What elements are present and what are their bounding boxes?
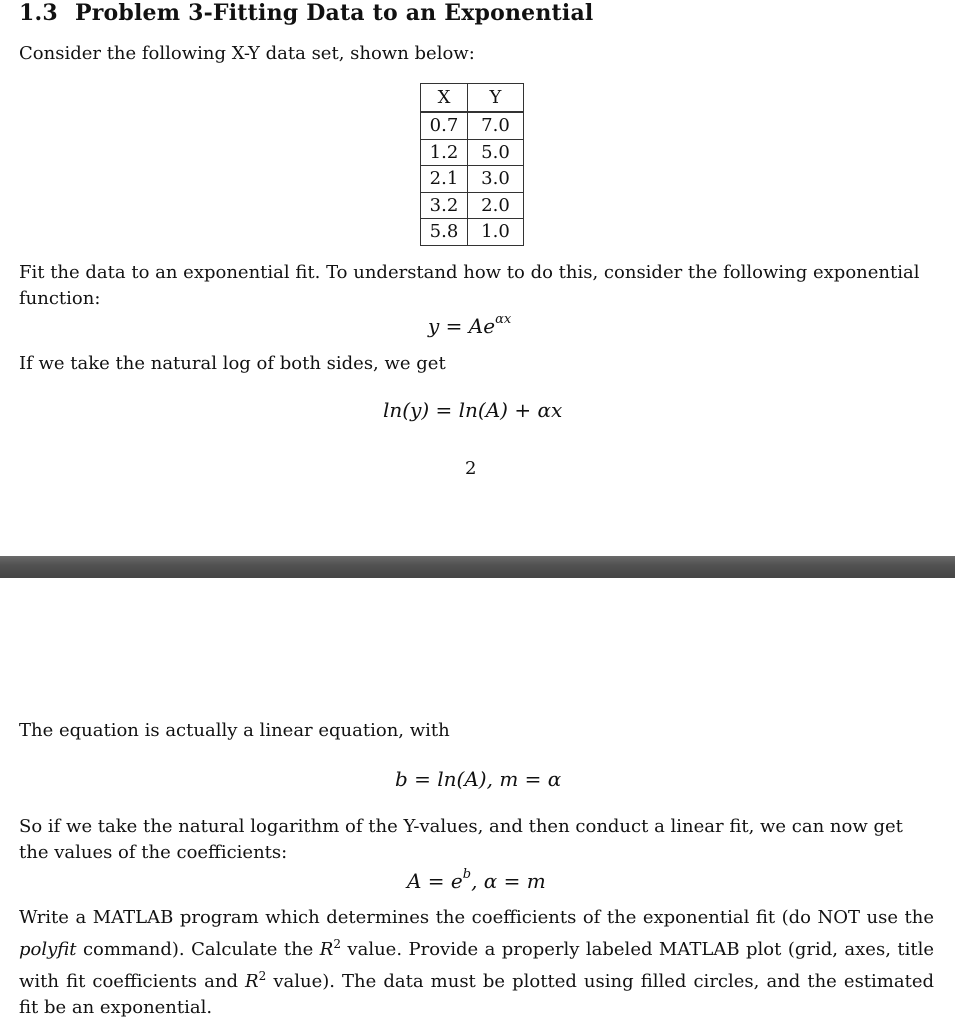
log-equation (383, 398, 562, 422)
equation-base: Ae (468, 314, 496, 338)
table-cell-y: 5.0 (468, 139, 524, 166)
task-paragraph (19, 905, 934, 1021)
table-cell-x: 2.1 (421, 166, 468, 193)
table-row (421, 139, 524, 166)
linear-equation-text: b = ln(A), m = α (395, 767, 562, 791)
table-cell-y: 2.0 (468, 192, 524, 219)
task-text-4: value). The data must be plotted using filled circles, and the estimated fit be an exponential. (19, 971, 934, 1018)
table-row (421, 112, 524, 139)
log-paragraph: If we take the natural log of both sides, we get (19, 353, 446, 374)
table-cell-x: 1.2 (421, 139, 468, 166)
exponential-equation (428, 312, 511, 338)
table-header-y: Y (468, 84, 524, 113)
fit-paragraph: Fit the data to an exponential fit. To understand how to do this, consider the following exponential function: (19, 262, 920, 309)
equation-exponent: αx (495, 312, 512, 327)
table-cell-y: 7.0 (468, 112, 524, 139)
task-text-3: value. Provide a properly labeled MATLAB plot (grid, axes, title with fit coefficients and (19, 939, 934, 992)
page-number: 2 (465, 458, 477, 479)
equation-lhs: y (428, 314, 440, 338)
coeff-exponent: b (462, 867, 472, 882)
table-row (421, 192, 524, 219)
table-row (421, 219, 524, 246)
coeff-rest: , α = m (471, 869, 546, 893)
table-row (421, 166, 524, 193)
r-squared-symbol: R (245, 971, 259, 992)
document-page-bottom (0, 578, 955, 1024)
table-header-row (421, 84, 524, 113)
log-equation-text: ln(y) = ln(A) + αx (383, 398, 563, 422)
coefficient-paragraph: So if we take the natural logarithm of the Y-values, and then conduct a linear fit, we can now get the values of the coefficients: (19, 816, 903, 863)
table-cell-y: 3.0 (468, 166, 524, 193)
task-command: polyfit (19, 939, 77, 960)
r-squared-exponent: 2 (333, 937, 341, 951)
equation-op: = (439, 314, 469, 338)
coefficient-equation (407, 867, 546, 893)
intro-paragraph: Consider the following X-Y data set, shown below: (19, 43, 475, 64)
linear-paragraph: The equation is actually a linear equation, with (19, 720, 450, 741)
section-number: 1.3 (19, 0, 58, 26)
table-cell-x: 5.8 (421, 219, 468, 246)
table-cell-x: 3.2 (421, 192, 468, 219)
section-heading (19, 0, 594, 26)
task-text-1: Write a MATLAB program which determines the coefficients of the exponential fit (do NOT use the (19, 907, 934, 928)
task-text-2: command). Calculate the (76, 939, 320, 960)
r-squared-symbol: R (319, 939, 334, 960)
page-separator (0, 556, 955, 578)
table-cell-x: 0.7 (421, 112, 468, 139)
coeff-lhs: A = e (407, 869, 463, 893)
table-header-x: X (421, 84, 468, 113)
r-squared-exponent: 2 (258, 969, 267, 983)
data-table (420, 83, 524, 246)
section-title: Problem 3-Fitting Data to an Exponential (75, 0, 594, 26)
table-cell-y: 1.0 (468, 219, 524, 246)
linear-equation (395, 767, 561, 791)
